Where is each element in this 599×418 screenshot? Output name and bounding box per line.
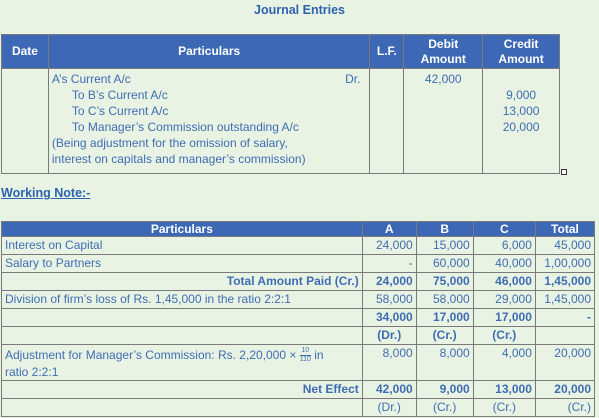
cell-total: -	[535, 309, 594, 327]
fraction: $\frac{10}{110}$	[299, 347, 311, 364]
header-date: Date	[2, 35, 49, 69]
cell-a: 24,000	[362, 273, 416, 291]
cell-c: 13,000	[473, 381, 535, 399]
credit-amount-c: 13,000	[502, 104, 540, 118]
dr-tag: Dr.	[345, 72, 361, 86]
row-label: Division of firm’s loss of Rs. 1,45,000 in the ratio 2:2:1	[2, 291, 363, 309]
wn-row-net-effect	[2, 381, 595, 399]
cell-total: 20,000	[535, 345, 594, 381]
row-label: Interest on Capital	[2, 237, 363, 255]
cell-a: 42,000	[362, 381, 416, 399]
cell-a: -	[362, 255, 416, 273]
wn-header-particulars: Particulars	[2, 222, 363, 237]
cell-b: 75,000	[416, 273, 473, 291]
cell-c: 29,000	[473, 291, 535, 309]
cell-c: (Cr.)	[473, 399, 535, 417]
cell-c: 46,000	[473, 273, 535, 291]
cell-a: 24,000	[362, 237, 416, 255]
dr-account: A’s Current A/c	[51, 72, 131, 86]
header-particulars: Particulars	[48, 35, 370, 69]
row-label: Salary to Partners	[2, 255, 363, 273]
wn-row-salary	[2, 255, 595, 273]
entry-lf	[370, 69, 404, 174]
credit-amount-b: 9,000	[506, 88, 537, 102]
cell-b: (Cr.)	[416, 399, 473, 417]
cell-a: 58,000	[362, 291, 416, 309]
cell-b: (Cr.)	[416, 327, 473, 345]
header-lf: L.F.	[370, 35, 404, 69]
entry-particulars	[48, 69, 370, 174]
row-label: Net Effect	[2, 381, 363, 399]
wn-row-difference-tag	[2, 327, 595, 345]
cell-a: (Dr.)	[362, 327, 416, 345]
cr-account-b: To B’s Current A/c	[71, 88, 168, 102]
working-note-table	[1, 221, 595, 417]
cell-total: 20,000	[535, 381, 594, 399]
row-label	[2, 399, 363, 417]
cell-c: 4,000	[473, 345, 535, 381]
cell-c: 40,000	[473, 255, 535, 273]
credit-amount-manager: 20,000	[502, 120, 540, 134]
header-credit: Credit Amount	[483, 35, 560, 69]
entry-debit	[404, 69, 483, 174]
row-label	[2, 309, 363, 327]
cr-account-c: To C’s Current A/c	[71, 104, 169, 118]
table-resize-handle[interactable]	[561, 169, 567, 175]
cell-total	[535, 327, 594, 345]
cell-b: 17,000	[416, 309, 473, 327]
narration-line-1: (Being adjustment for the omission of salary,	[51, 136, 288, 150]
journal-entry-row	[2, 69, 560, 174]
row-label	[2, 327, 363, 345]
row-label: Adjustment for Manager’s Commission: Rs. 2,20,000 × $\frac{10}{110}$ in ratio 2:2:1	[2, 345, 363, 381]
cell-a: 8,000	[362, 345, 416, 381]
cell-c: 6,000	[473, 237, 535, 255]
journal-header-row	[2, 35, 560, 69]
journal-table	[1, 34, 560, 174]
cell-b: 9,000	[416, 381, 473, 399]
cell-b: 8,000	[416, 345, 473, 381]
cell-total: 1,00,000	[535, 255, 594, 273]
cell-b: 60,000	[416, 255, 473, 273]
cell-b: 58,000	[416, 291, 473, 309]
cell-a: (Dr.)	[362, 399, 416, 417]
entry-date	[2, 69, 49, 174]
cell-c: (Cr.)	[473, 327, 535, 345]
header-debit: Debit Amount	[404, 35, 483, 69]
wn-header-total: Total	[535, 222, 594, 237]
cell-total: 1,45,000	[535, 273, 594, 291]
wn-row-difference	[2, 309, 595, 327]
journal-title: Journal Entries	[254, 3, 345, 17]
cell-c: 17,000	[473, 309, 535, 327]
entry-credit	[483, 69, 560, 174]
narration-line-2: interest on capitals and manager’s commission)	[51, 152, 306, 166]
wn-row-net-tag	[2, 399, 595, 417]
working-note-heading: Working Note:-	[1, 186, 91, 200]
wn-row-interest	[2, 237, 595, 255]
debit-amount: 42,000	[424, 72, 462, 86]
wn-header-a: A	[362, 222, 416, 237]
wn-header-c: C	[473, 222, 535, 237]
cell-total: 1,45,000	[535, 291, 594, 309]
wn-row-division	[2, 291, 595, 309]
wn-header-b: B	[416, 222, 473, 237]
wn-row-adjustment	[2, 345, 595, 381]
wn-row-total-paid	[2, 273, 595, 291]
cell-a: 34,000	[362, 309, 416, 327]
cell-total: 45,000	[535, 237, 594, 255]
row-label: Total Amount Paid (Cr.)	[2, 273, 363, 291]
cr-account-manager: To Manager’s Commission outstanding A/c	[71, 120, 299, 134]
cell-total: (Cr.)	[535, 399, 594, 417]
wn-header-row	[2, 222, 595, 237]
cell-b: 15,000	[416, 237, 473, 255]
